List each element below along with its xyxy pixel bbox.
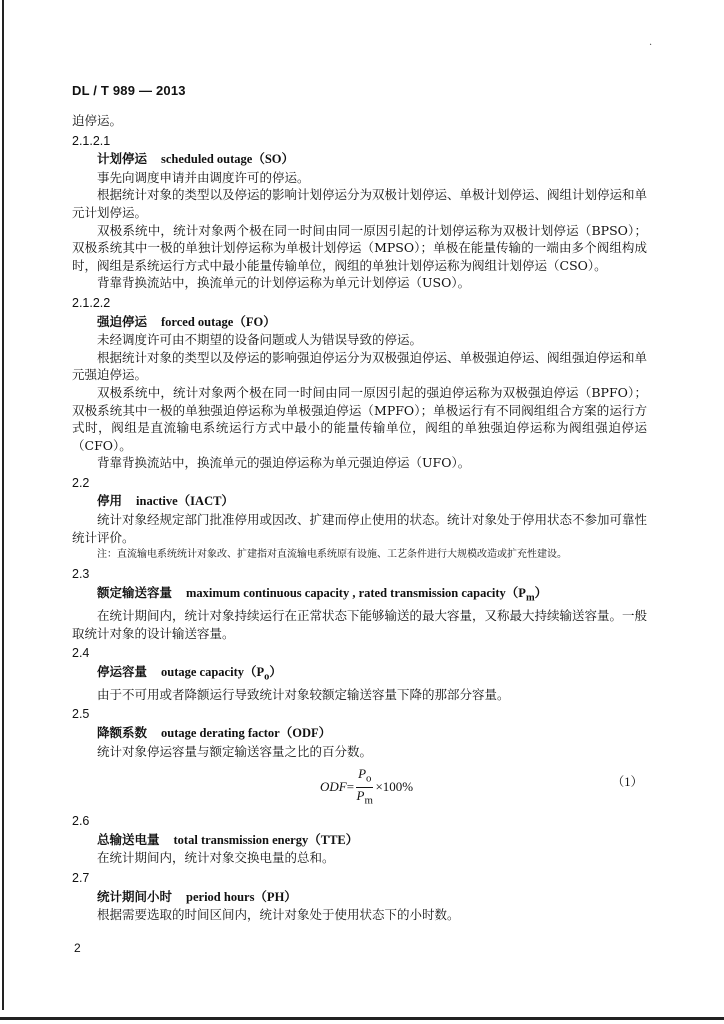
term-heading: 额定输送容量 maximum continuous capacity , rated transmission $capacity(P_m)$ [97, 584, 548, 604]
clause-number: 2.5 [72, 707, 90, 722]
paragraph: 双极系统中，统计对象两个极在同一时间由同一原因引起的计划停运称为双极计划停运（BPSO）；双极系统其中一极的单独计划停运称为单极计划停运（MPSO）；单极在能量传输的一端由多个阀组构成时，阀组是系统运行方式中最小能量传输单位，阀组的单独计划停运称为阀组计划停运（CSO）。 [72, 222, 647, 273]
clause-number: 2.6 [72, 814, 90, 829]
clause-number: 2.7 [72, 870, 90, 885]
clause-number: 2.1.2.1 [72, 133, 111, 148]
scan-speck: · [649, 40, 653, 51]
paragraph: 由于不可用或者降额运行导致统计对象较额定输送容量下降的那部分容量。 [97, 686, 510, 702]
term-heading: 强迫停运 forced outage（FO） [97, 313, 276, 329]
term-heading: 降额系数 outage derating factor（ODF） [97, 725, 332, 740]
paragraph: 未经调度许可由不期望的设备问题或人为错误导致的停运。 [97, 332, 423, 348]
equation-number: （1） [611, 775, 643, 790]
term-heading: 停用 inactive（IACT） [97, 493, 234, 509]
formula-expression: ODF = $\frac{P_o}{P_m}$ ×100% [320, 766, 414, 807]
term-heading: 总输送电量 total transmission energy（TTE） [97, 831, 359, 847]
scan-edge-left [2, 0, 4, 1010]
paragraph: 事先向调度申请并由调度许可的停运。 [97, 169, 310, 185]
scan-edge-bottom [0, 1017, 724, 1020]
paragraph: 在统计期间内，统计对象持续运行在正常状态下能够输送的最大容量，又称最大持续输送容量。一般取统计对象的设计输送容量。 [72, 607, 648, 641]
note: 注：直流输电系统统计对象改、扩建指对直流输电系统原有设施、工艺条件进行大规模改造或扩充性建设。 [97, 549, 567, 561]
paragraph: 统计对象停运容量与额定输送容量之比的百分数。 [97, 743, 373, 759]
paragraph: 根据统计对象的类型以及停运的影响强迫停运分为双极强迫停运、单极强迫停运、阀组强迫停运和单元强迫停运。 [72, 349, 648, 383]
page-number: 2 [74, 941, 81, 955]
formula-fraction: $\frac{P_o}{P_m}$ [356, 766, 373, 807]
paragraph: 根据需要选取的时间区间内，统计对象处于使用状态下的小时数。 [97, 907, 460, 923]
paragraph: 根据统计对象的类型以及停运的影响计划停运分为双极计划停运、单极计划停运、阀组计划停运和单元计划停运。 [72, 187, 648, 220]
continuation-text: 迫停运。 [72, 113, 123, 128]
document-code: DL / T 989 — 2013 [72, 83, 186, 98]
page-body [72, 112, 647, 924]
formula-odf [72, 760, 647, 810]
paragraph: 在统计期间内，统计对象交换电量的总和。 [97, 850, 335, 866]
clause-number: 2.2 [72, 475, 90, 490]
term-heading: 计划停运 scheduled outage（SO） [97, 151, 295, 167]
paragraph: 背靠背换流站中，换流单元的计划停运称为单元计划停运（USO）。 [97, 275, 471, 291]
clause-number: 2.1.2.2 [72, 295, 111, 310]
clause-number: 2.4 [72, 646, 90, 661]
clause-number: 2.3 [72, 567, 90, 582]
paragraph: 背靠背换流站中，换流单元的强迫停运称为单元强迫停运（UFO）。 [97, 455, 471, 471]
paragraph: 统计对象经规定部门批准停用或因改、扩建而停止使用的状态。统计对象处于停用状态不参加可靠性统计评价。 [72, 512, 648, 545]
term-heading: 停运容量 outage $capacity(P_o)$ [97, 663, 282, 683]
paragraph: 双极系统中，统计对象两个极在同一时间由同一原因引起的强迫停运称为双极强迫停运（BPFO）；双极系统其中一极的单独强迫停运称为单极强迫停运（MPFO）；单极运行有不同阀组组合方案的运行方式时，阀组是直流输电系统运行方式中最小的能量传输单位，阀组的单独强迫停运称为阀组强迫停运（CFO）。 [72, 384, 647, 453]
term-heading: 统计期间小时 period hours（PH） [97, 888, 297, 904]
